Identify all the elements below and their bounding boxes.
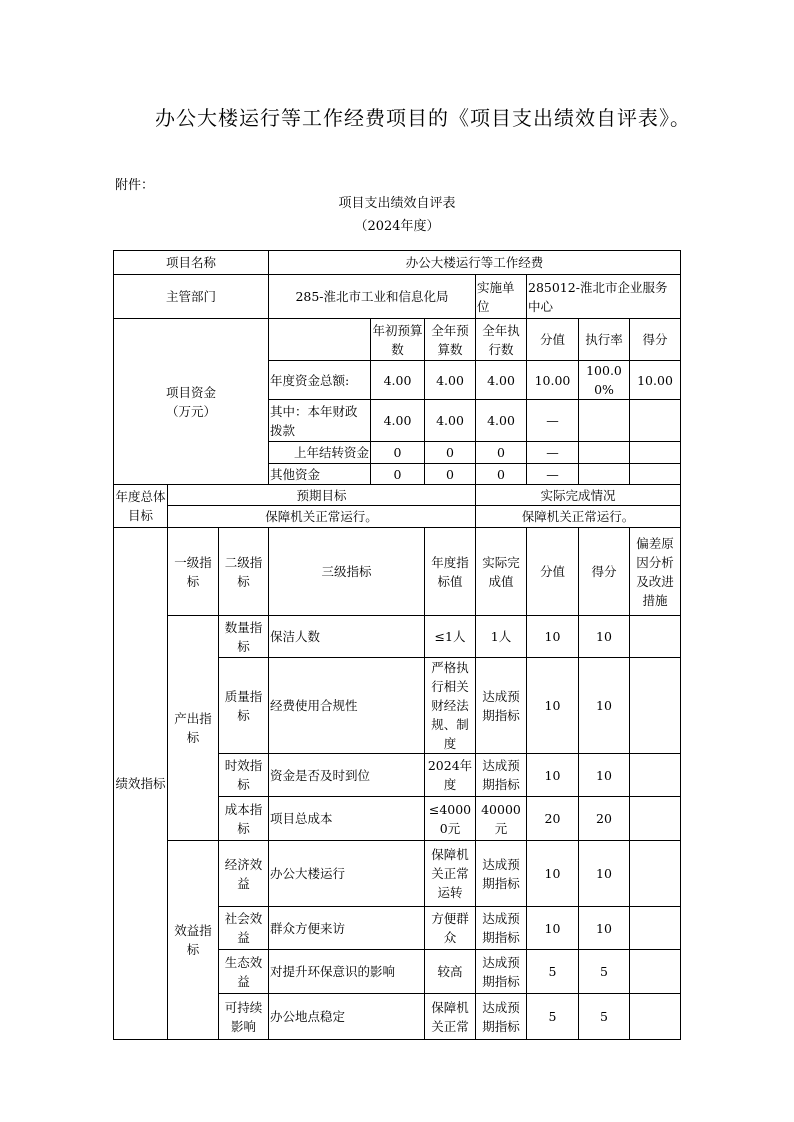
perf-value: 10 bbox=[527, 658, 579, 754]
perf-target: 方便群众 bbox=[425, 907, 476, 950]
perf-target: 保障机关正常 bbox=[425, 994, 476, 1040]
perf-value: 10 bbox=[527, 841, 579, 907]
funds-rate bbox=[579, 464, 630, 485]
perf-value: 20 bbox=[527, 797, 579, 841]
funds-label: 项目资金 bbox=[165, 384, 216, 400]
perf-actual: 达成预期指标 bbox=[476, 950, 527, 994]
funds-rate: 100.00% bbox=[579, 361, 630, 400]
project-name-row bbox=[114, 251, 681, 275]
perf-actual: 达成预期指标 bbox=[476, 994, 527, 1040]
perf-level3: 经费使用合规性 bbox=[269, 658, 425, 754]
perf-level2: 质量指标 bbox=[219, 658, 269, 754]
perf-header-score: 得分 bbox=[579, 528, 630, 616]
dept-label: 主管部门 bbox=[114, 275, 269, 319]
funds-score bbox=[630, 464, 681, 485]
perf-target: 2024年度 bbox=[425, 754, 476, 797]
perf-header-level1: 一级指标 bbox=[168, 528, 219, 616]
attachment-label: 附件： bbox=[115, 178, 155, 193]
funds-executed: 4.00 bbox=[476, 361, 527, 400]
perf-level2: 生态效益 bbox=[219, 950, 269, 994]
perf-score: 10 bbox=[579, 658, 630, 754]
perf-score: 5 bbox=[579, 994, 630, 1040]
perf-row bbox=[114, 841, 681, 907]
perf-target: ≤40000元 bbox=[425, 797, 476, 841]
perf-analysis bbox=[630, 950, 681, 994]
goals-label: 年度总体目标 bbox=[114, 485, 168, 528]
funds-executed: 0 bbox=[476, 464, 527, 485]
department-row bbox=[114, 275, 681, 319]
perf-level2: 时效指标 bbox=[219, 754, 269, 797]
funds-label-cell bbox=[114, 319, 269, 485]
project-name-label: 项目名称 bbox=[114, 251, 269, 275]
goals-actual: 保障机关正常运行。 bbox=[476, 506, 681, 528]
dept-value: 285-淮北市工业和信息化局 bbox=[269, 275, 476, 319]
header-executed: 全年执行数 bbox=[476, 319, 527, 361]
perf-header-row bbox=[114, 528, 681, 616]
perf-analysis bbox=[630, 994, 681, 1040]
perf-level3: 办公大楼运行 bbox=[269, 841, 425, 907]
funds-header-row bbox=[114, 319, 681, 361]
perf-level3: 群众方便来访 bbox=[269, 907, 425, 950]
funds-full: 0 bbox=[425, 464, 476, 485]
funds-value: 10.00 bbox=[527, 361, 579, 400]
goals-content-row bbox=[114, 506, 681, 528]
funds-value: — bbox=[527, 464, 579, 485]
perf-header-value: 分值 bbox=[527, 528, 579, 616]
perf-target: 保障机关正常运转 bbox=[425, 841, 476, 907]
funds-score: 10.00 bbox=[630, 361, 681, 400]
funds-row-label: 上年结转资金 bbox=[269, 442, 371, 464]
funds-value: — bbox=[527, 400, 579, 442]
perf-analysis bbox=[630, 841, 681, 907]
perf-analysis bbox=[630, 797, 681, 841]
perf-level3: 保洁人数 bbox=[269, 616, 425, 658]
funds-score bbox=[630, 442, 681, 464]
header-exec-rate: 执行率 bbox=[579, 319, 630, 361]
perf-value: 5 bbox=[527, 950, 579, 994]
perf-score: 5 bbox=[579, 950, 630, 994]
funds-initial: 0 bbox=[371, 464, 425, 485]
project-name-value: 办公大楼运行等工作经费 bbox=[269, 251, 681, 275]
perf-header-level2: 二级指标 bbox=[219, 528, 269, 616]
perf-actual: 达成预期指标 bbox=[476, 658, 527, 754]
self-evaluation-table-container bbox=[113, 250, 680, 1034]
funds-rate bbox=[579, 400, 630, 442]
perf-target: 严格执行相关财经法规、制度 bbox=[425, 658, 476, 754]
funds-header-blank bbox=[269, 319, 371, 361]
perf-level2: 可持续影响 bbox=[219, 994, 269, 1040]
table-year: （2024年度） bbox=[354, 219, 440, 234]
output-indicator-label: 产出指标 bbox=[168, 616, 219, 841]
header-score-value: 分值 bbox=[527, 319, 579, 361]
perf-analysis bbox=[630, 907, 681, 950]
perf-header-target: 年度指标值 bbox=[425, 528, 476, 616]
perf-level2: 经济效益 bbox=[219, 841, 269, 907]
perf-analysis bbox=[630, 616, 681, 658]
perf-level3: 对提升环保意识的影响 bbox=[269, 950, 425, 994]
perf-actual: 达成预期指标 bbox=[476, 907, 527, 950]
perf-value: 10 bbox=[527, 754, 579, 797]
perf-level3: 办公地点稳定 bbox=[269, 994, 425, 1040]
perf-row bbox=[114, 616, 681, 658]
header-full-budget: 全年预算数 bbox=[425, 319, 476, 361]
header-initial-budget: 年初预算数 bbox=[371, 319, 425, 361]
goals-actual-header: 实际完成情况 bbox=[476, 485, 681, 506]
impl-unit-label: 实施单位 bbox=[476, 275, 527, 319]
funds-row-label: 年度资金总额: bbox=[269, 361, 371, 400]
perf-score: 10 bbox=[579, 754, 630, 797]
perf-score: 20 bbox=[579, 797, 630, 841]
perf-level3: 项目总成本 bbox=[269, 797, 425, 841]
perf-label: 绩效指标 bbox=[114, 528, 168, 1040]
funds-unit: （万元） bbox=[165, 403, 216, 419]
perf-header-analysis: 偏差原因分析及改进措施 bbox=[630, 528, 681, 616]
funds-row-label: 其中：本年财政拨款 bbox=[269, 400, 371, 442]
impl-unit-value: 285012-淮北市企业服务中心 bbox=[527, 275, 681, 319]
perf-level3: 资金是否及时到位 bbox=[269, 754, 425, 797]
perf-header-level3: 三级指标 bbox=[269, 528, 425, 616]
perf-value: 10 bbox=[527, 616, 579, 658]
funds-score bbox=[630, 400, 681, 442]
goals-expected: 保障机关正常运行。 bbox=[168, 506, 476, 528]
document-title: 办公大楼运行等工作经费项目的《项目支出绩效自评表》。 bbox=[155, 106, 691, 130]
perf-actual: 40000元 bbox=[476, 797, 527, 841]
perf-actual: 达成预期指标 bbox=[476, 841, 527, 907]
funds-full: 4.00 bbox=[425, 361, 476, 400]
perf-level2: 成本指标 bbox=[219, 797, 269, 841]
perf-target: 较高 bbox=[425, 950, 476, 994]
perf-score: 10 bbox=[579, 907, 630, 950]
benefit-indicator-label: 效益指标 bbox=[168, 841, 219, 1040]
header-score: 得分 bbox=[630, 319, 681, 361]
funds-initial: 0 bbox=[371, 442, 425, 464]
perf-score: 10 bbox=[579, 841, 630, 907]
perf-score: 10 bbox=[579, 616, 630, 658]
funds-executed: 0 bbox=[476, 442, 527, 464]
funds-row-label: 其他资金 bbox=[269, 464, 371, 485]
perf-analysis bbox=[630, 658, 681, 754]
perf-actual: 达成预期指标 bbox=[476, 754, 527, 797]
funds-full: 4.00 bbox=[425, 400, 476, 442]
goals-expected-header: 预期目标 bbox=[168, 485, 476, 506]
perf-value: 5 bbox=[527, 994, 579, 1040]
perf-target: ≤1人 bbox=[425, 616, 476, 658]
table-title: 项目支出绩效自评表 bbox=[338, 196, 456, 211]
funds-rate bbox=[579, 442, 630, 464]
perf-level2: 数量指标 bbox=[219, 616, 269, 658]
funds-value: — bbox=[527, 442, 579, 464]
funds-initial: 4.00 bbox=[371, 361, 425, 400]
perf-level2: 社会效益 bbox=[219, 907, 269, 950]
goals-header-row bbox=[114, 485, 681, 506]
funds-full: 0 bbox=[425, 442, 476, 464]
perf-header-actual: 实际完成值 bbox=[476, 528, 527, 616]
perf-value: 10 bbox=[527, 907, 579, 950]
perf-actual: 1人 bbox=[476, 616, 527, 658]
self-evaluation-table bbox=[113, 250, 681, 1040]
funds-executed: 4.00 bbox=[476, 400, 527, 442]
perf-analysis bbox=[630, 754, 681, 797]
funds-initial: 4.00 bbox=[371, 400, 425, 442]
